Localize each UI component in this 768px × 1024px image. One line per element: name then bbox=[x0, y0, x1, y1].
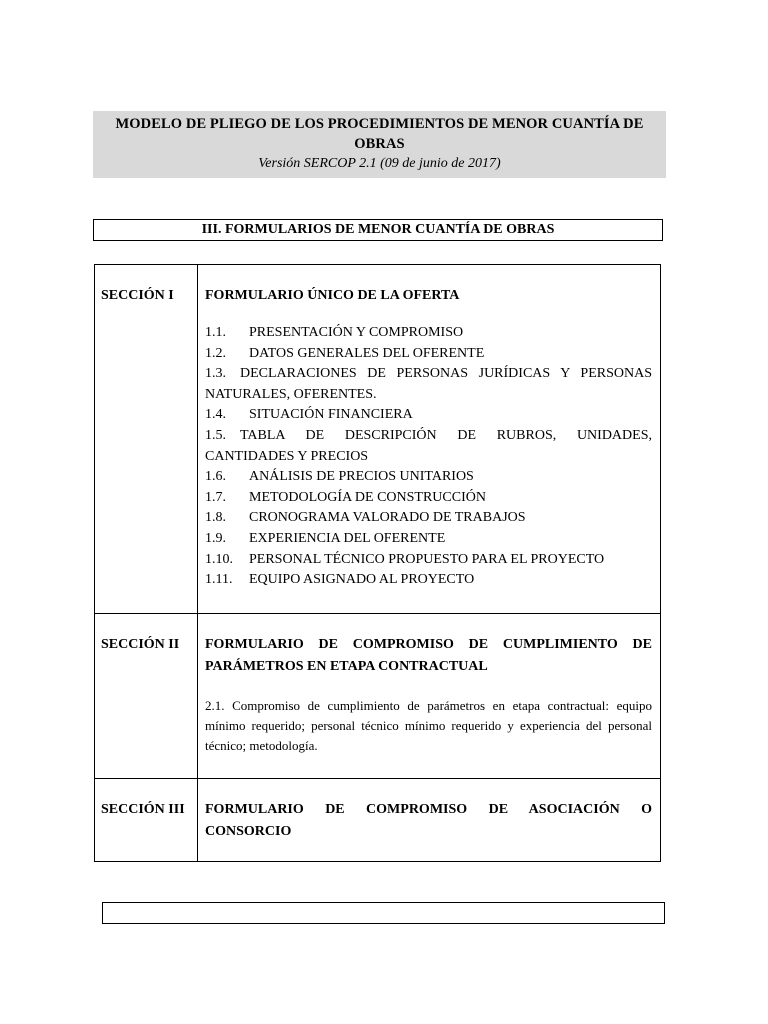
list-item bbox=[205, 344, 652, 365]
table-row bbox=[95, 779, 661, 862]
item-number: 1.4. bbox=[205, 407, 226, 423]
item-number: 1.7. bbox=[205, 489, 226, 505]
list-item bbox=[205, 508, 652, 529]
item-number: 1.5. bbox=[205, 427, 226, 443]
item-number: 1.2. bbox=[205, 345, 226, 361]
section-content bbox=[198, 614, 661, 779]
item-text: CRONOGRAMA VALORADO DE TRABAJOS bbox=[249, 510, 526, 526]
forms-table bbox=[94, 264, 661, 862]
section-label: SECCIÓN III bbox=[95, 779, 198, 862]
item-number: 1.11. bbox=[205, 572, 233, 588]
list-item bbox=[205, 488, 652, 509]
item-text: SITUACIÓN FINANCIERA bbox=[249, 407, 413, 423]
item-number: 1.6. bbox=[205, 469, 226, 485]
item-text: DECLARACIONES DE PERSONAS JURÍDICAS Y PERSONAS NATURALES, OFERENTES. bbox=[205, 366, 652, 402]
document-version: Versión SERCOP 2.1 (09 de junio de 2017) bbox=[258, 156, 501, 171]
item-text: DATOS GENERALES DEL OFERENTE bbox=[249, 345, 485, 361]
item-text: METODOLOGÍA DE CONSTRUCCIÓN bbox=[249, 489, 486, 505]
empty-footer-box bbox=[102, 902, 665, 924]
item-text: ANÁLISIS DE PRECIOS UNITARIOS bbox=[249, 469, 474, 485]
list-item bbox=[205, 570, 652, 591]
list-item bbox=[205, 550, 652, 571]
form-title: FORMULARIO ÚNICO DE LA OFERTA bbox=[205, 288, 460, 303]
list-item bbox=[205, 323, 652, 344]
section-label: SECCIÓN II bbox=[95, 614, 198, 779]
list-item bbox=[205, 426, 652, 467]
item-number: 1.3. bbox=[205, 366, 226, 382]
list-item bbox=[205, 467, 652, 488]
section-label: SECCIÓN I bbox=[95, 265, 198, 614]
table-row bbox=[95, 265, 661, 614]
table-row bbox=[95, 614, 661, 779]
list-item bbox=[205, 529, 652, 550]
item-number: 1.10. bbox=[205, 551, 233, 567]
form-item-list bbox=[205, 323, 652, 611]
item-text: PRESENTACIÓN Y COMPROMISO bbox=[249, 325, 464, 340]
section-content bbox=[198, 265, 661, 614]
list-item bbox=[205, 364, 652, 405]
document-title: MODELO DE PLIEGO DE LOS PROCEDIMIENTOS DE MENOR CUANTÍA DE OBRAS bbox=[115, 116, 644, 152]
form-title: FORMULARIO DE COMPROMISO DE CUMPLIMIENTO DE PARÁMETROS EN ETAPA CONTRACTUAL bbox=[205, 637, 652, 674]
item-number: 1.9. bbox=[205, 530, 226, 546]
item-number: 1.8. bbox=[205, 510, 226, 526]
section-heading: III. FORMULARIOS DE MENOR CUANTÍA DE OBRAS bbox=[93, 219, 663, 241]
form-title: FORMULARIO DE COMPROMISO DE ASOCIACIÓN O CONSORCIO bbox=[205, 802, 652, 839]
item-text: TABLA DE DESCRIPCIÓN DE RUBROS, UNIDADES, CANTIDADES Y PRECIOS bbox=[205, 427, 652, 464]
item-text: EQUIPO ASIGNADO AL PROYECTO bbox=[249, 572, 475, 588]
form-description: 2.1. Compromiso de cumplimiento de parámetros en etapa contractual: equipo mínimo requerido; personal técnico mínimo requerido y experiencia del personal técnico; metodología. bbox=[205, 698, 652, 753]
item-text: EXPERIENCIA DEL OFERENTE bbox=[249, 530, 446, 546]
section-content bbox=[198, 779, 661, 862]
list-item bbox=[205, 405, 652, 426]
item-number: 1.1. bbox=[205, 325, 226, 340]
document-header bbox=[93, 111, 666, 178]
item-text: PERSONAL TÉCNICO PROPUESTO PARA EL PROYECTO bbox=[249, 551, 605, 567]
